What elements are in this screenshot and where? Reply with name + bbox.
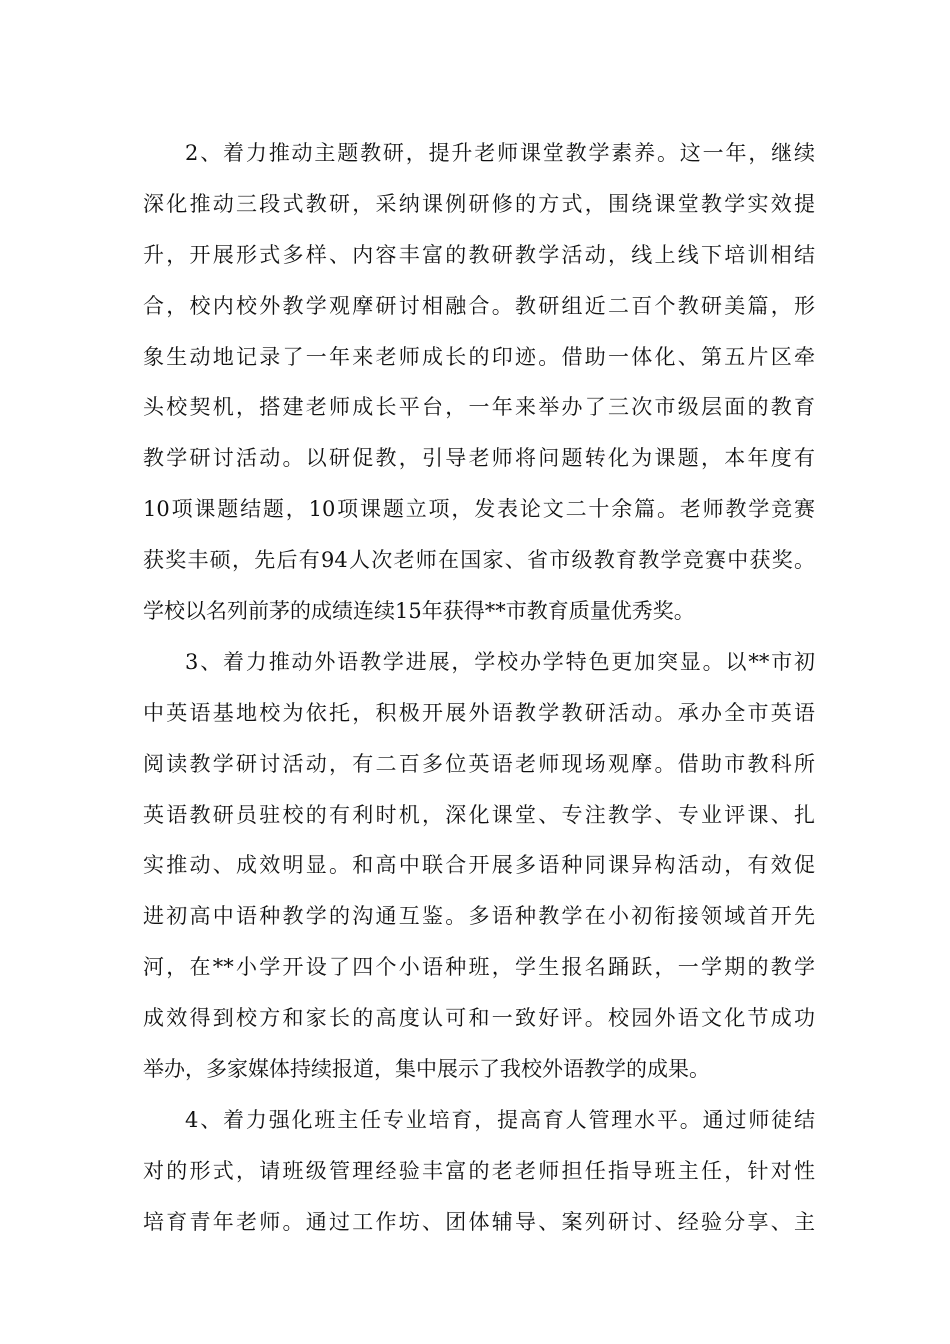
text-line: 进初高中语种教学的沟通互鉴。多语种教学在小初衔接领域首开先 — [143, 904, 815, 929]
text-line: 合，校内校外教学观摩研讨相融合。教研组近二百个教研美篇，形 — [143, 293, 815, 318]
paragraph-3-foreign-language — [143, 637, 815, 1095]
text-line: 头校契机，搭建老师成长平台，一年来举办了三次市级层面的教育 — [143, 395, 815, 420]
text-line: 教学研讨活动。以研促教，引导老师将问题转化为课题，本年度有 — [143, 446, 815, 471]
paragraph-2-teaching-research — [143, 128, 815, 637]
text-line: 中英语基地校为依托，积极开展外语教学教研活动。承办全市英语 — [143, 700, 815, 725]
text-line: 英语教研员驻校的有利时机，深化课堂、专注教学、专业评课、扎 — [143, 802, 815, 827]
text-line: 学校以名列前茅的成绩连续15年获得**市教育质量优秀奖。 — [143, 599, 695, 624]
text-line: 河，在**小学开设了四个小语种班，学生报名踊跃，一学期的教学 — [143, 955, 815, 980]
text-line: 升，开展形式多样、内容丰富的教研教学活动，线上线下培训相结 — [143, 242, 815, 267]
text-line: 对的形式，请班级管理经验丰富的老老师担任指导班主任，针对性 — [143, 1158, 815, 1183]
text-line: 3、着力推动外语教学进展，学校办学特色更加突显。以**市初 — [185, 649, 815, 674]
text-line: 阅读教学研讨活动，有二百多位英语老师现场观摩。借助市教科所 — [143, 751, 815, 776]
text-line: 培育青年老师。通过工作坊、团体辅导、案列研讨、经验分享、主 — [143, 1209, 815, 1234]
text-line: 10项课题结题，10项课题立项，发表论文二十余篇。老师教学竞赛 — [143, 497, 815, 522]
text-line: 4、着力强化班主任专业培育，提高育人管理水平。通过师徒结 — [185, 1107, 815, 1132]
text-line: 举办，多家媒体持续报道，集中展示了我校外语教学的成果。 — [143, 1057, 710, 1082]
text-line: 成效得到校方和家长的高度认可和一致好评。校园外语文化节成功 — [143, 1006, 815, 1031]
text-line: 获奖丰硕，先后有94人次老师在国家、省市级教育教学竞赛中获奖。 — [143, 548, 815, 573]
text-line: 象生动地记录了一年来老师成长的印迹。借助一体化、第五片区牵 — [143, 344, 815, 369]
paragraph-4-class-teacher — [143, 1095, 815, 1248]
text-line: 2、着力推动主题教研，提升老师课堂教学素养。这一年，继续 — [185, 141, 815, 165]
document-body — [143, 128, 815, 1248]
text-line: 深化推动三段式教研，采纳课例研修的方式，围绕课堂教学实效提 — [143, 191, 815, 216]
text-line: 实推动、成效明显。和高中联合开展多语种同课异构活动，有效促 — [143, 853, 815, 878]
